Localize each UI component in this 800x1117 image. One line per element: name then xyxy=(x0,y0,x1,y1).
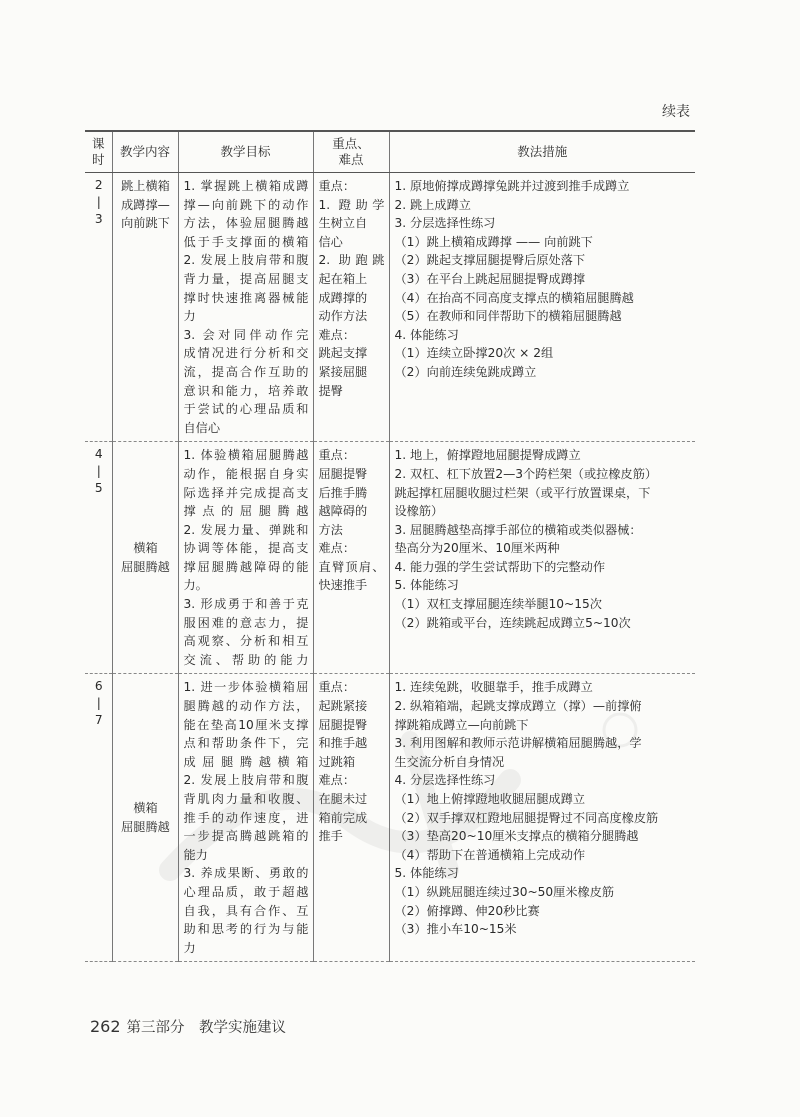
content-cell-line: 跳上横箱 xyxy=(121,179,170,193)
key-points-cell-line: 过跳箱 xyxy=(318,754,356,769)
goals-cell-line: 背力量，提高屈腿支 xyxy=(183,271,309,286)
content-cell-line: 屈腿腾越 xyxy=(121,819,170,834)
methods-cell-line: 1. 原地俯撑成蹲撑兔跳并过渡到推手成蹲立 xyxy=(394,179,630,193)
content-cell-line: 向前跳下 xyxy=(121,216,170,231)
header-methods: 教法措施 xyxy=(389,131,695,173)
table-row xyxy=(85,173,695,442)
continued-label: 续表 xyxy=(662,104,690,120)
goals-cell-line: 背肌肉力量和收腹、 xyxy=(183,792,309,806)
key-points-cell-line: 成蹲撑的 xyxy=(318,290,368,305)
methods-cell-line: （2）跳箱或平台，连续跳起成蹲立5~10次 xyxy=(394,615,631,630)
key-points-cell-line: 方法 xyxy=(318,522,343,537)
goals-cell-line: 力 xyxy=(183,309,196,324)
methods-cell-line: （3）在平台上跳起屈腿提臀成蹲撑 xyxy=(394,271,586,286)
goals-cell-line: 腿腾越的动作方法， xyxy=(183,699,309,714)
methods-cell-line: 4. 分层选择性练习 xyxy=(394,773,496,788)
methods-cell-line: （1）跳上横箱成蹲撑 —— 向前跳下 xyxy=(394,234,593,249)
methods-cell-line: 1. 连续兔跳，收腿靠手，推手成蹲立 xyxy=(394,680,593,695)
methods-cell-line: （3）推小车10~15米 xyxy=(394,922,517,937)
key-points-cell-line: 信心 xyxy=(318,234,343,249)
goals-cell-line: 高观察、分析和相互 xyxy=(183,634,309,649)
goals-cell xyxy=(178,173,313,442)
methods-cell-line: （5）在教师和同伴帮助下的横箱屈腿腾越 xyxy=(394,309,622,324)
key-points-cell-line: 重点： xyxy=(318,179,356,193)
key-points-cell-line: 跳起支撑 xyxy=(318,346,368,361)
goals-cell-line: 自信心 xyxy=(183,420,221,435)
footer-section-title: 第三部分 教学实施建议 xyxy=(126,1020,287,1036)
period-cell-line: | xyxy=(96,696,101,711)
goals-cell-line: 际选择并完成提高支 xyxy=(183,485,309,500)
goals-cell xyxy=(178,442,313,674)
key-points-cell-line: 生树立自 xyxy=(318,216,368,231)
goals-cell-line: 服困难的意志力，提 xyxy=(183,615,309,630)
goals-cell-line: 交流、帮助的能力 xyxy=(183,652,309,667)
methods-cell-line: 生交流分析自身情况 xyxy=(394,754,505,769)
goals-cell-line: 一步提高腾越跳箱的 xyxy=(183,829,309,844)
period-cell-line: | xyxy=(96,195,101,209)
key-points-cell-line: 直臂顶肩、 xyxy=(318,559,385,574)
methods-cell-line: 5. 体能练习 xyxy=(394,866,459,881)
methods-cell-line: （4）在抬高不同高度支撑点的横箱屈腿腾越 xyxy=(394,290,634,305)
goals-cell-line: 3. 养成果断、勇敢的 xyxy=(183,866,309,881)
goals-cell-line: 3. 形成勇于和善于克 xyxy=(183,597,309,612)
goals-cell-line: 1. 掌握跳上横箱成蹲 xyxy=(183,179,309,193)
methods-cell-line: （1）连续立卧撑20次 × 2组 xyxy=(394,346,554,361)
key-points-cell-line: 难点： xyxy=(318,773,356,788)
period-cell-line: 3 xyxy=(94,212,103,226)
methods-cell-line: 设橡筋） xyxy=(394,504,444,519)
header-key-points: 重点、 难点 xyxy=(313,131,389,173)
goals-cell-line: 3. 会对同伴动作完 xyxy=(183,327,309,342)
content-cell xyxy=(112,173,178,442)
key-points-cell-line: 起在箱上 xyxy=(318,271,368,286)
key-points-cell-line: 在腿未过 xyxy=(318,792,368,806)
methods-cell-line: （3）垫高20~10厘米支撑点的横箱分腿腾越 xyxy=(394,829,639,844)
goals-cell-line: 推手的动作速度，进 xyxy=(183,810,309,825)
goals-cell-line: 能力 xyxy=(183,847,208,862)
content-cell xyxy=(112,442,178,674)
goals-cell-line: 撑—向前跳下的动作 xyxy=(183,197,309,212)
methods-cell-line: 4. 体能练习 xyxy=(394,327,459,342)
period-cell-line: 4 xyxy=(94,447,103,462)
period-cell xyxy=(85,674,112,962)
content-cell-line: 横箱 xyxy=(133,801,158,816)
teaching-plan-table xyxy=(85,130,695,962)
goals-cell xyxy=(178,674,313,962)
header-goals: 教学目标 xyxy=(178,131,313,173)
methods-cell-line: 撑跳箱成蹲立—向前跳下 xyxy=(394,717,529,732)
key-points-cell-line: 推手 xyxy=(318,829,343,844)
goals-cell-line: 意识和能力，培养敢 xyxy=(183,383,309,398)
methods-cell-line: （4）帮助下在普通横箱上完成动作 xyxy=(394,847,586,862)
methods-cell xyxy=(389,442,695,674)
period-cell-line: 5 xyxy=(94,481,103,496)
goals-cell-line: 助和思考的行为与能 xyxy=(183,922,309,937)
key-points-cell-line: 重点： xyxy=(318,680,356,695)
period-cell-line: | xyxy=(96,464,101,479)
goals-cell-line: 2. 发展上肢肩带和腹 xyxy=(183,253,309,268)
key-points-cell-line: 起跳紧接 xyxy=(318,699,368,714)
goals-cell-line: 点和帮助条件下，完 xyxy=(183,736,309,751)
period-cell-line: 2 xyxy=(94,178,103,192)
goals-cell-line: 于尝试的心理品质和 xyxy=(183,402,309,417)
key-points-cell-line: 屈腿提臀 xyxy=(318,466,368,481)
methods-cell-line: 3. 利用图解和教师示范讲解横箱屈腿腾越，学 xyxy=(394,736,642,751)
goals-cell-line: 力。 xyxy=(183,578,208,593)
content-cell xyxy=(112,674,178,962)
goals-cell-line: 心理品质，敢于超越 xyxy=(183,884,309,899)
period-cell xyxy=(85,442,112,674)
methods-cell-line: 2. 跳上成蹲立 xyxy=(394,197,471,212)
methods-cell-line: 4. 能力强的学生尝试帮助下的完整动作 xyxy=(394,559,606,574)
methods-cell-line: 2. 双杠、杠下放置2—3个跨栏架（或拉橡皮筋） xyxy=(394,466,658,481)
key-points-cell-line: 和推手越 xyxy=(318,736,368,751)
methods-cell-line: （1）纵跳屈腿连续过30~50厘米橡皮筋 xyxy=(394,884,615,899)
key-points-cell-line: 越障碍的 xyxy=(318,504,368,519)
key-points-cell-line: 难点： xyxy=(318,541,356,556)
goals-cell-line: 撑屈腿腾越障碍的能 xyxy=(183,559,309,574)
methods-cell xyxy=(389,173,695,442)
period-cell-line: 7 xyxy=(94,713,103,728)
key-points-cell-line: 快速推手 xyxy=(318,578,368,593)
goals-cell-line: 协调等体能，提高支 xyxy=(183,541,309,556)
methods-cell-line: 垫高分为20厘米、10厘米两种 xyxy=(394,541,560,556)
goals-cell-line: 2. 发展上肢肩带和腹 xyxy=(183,773,309,788)
goals-cell-line: 流，提高合作互助的 xyxy=(183,364,309,379)
goals-cell-line: 力 xyxy=(183,940,196,955)
goals-cell-line: 撑时快速推离器械能 xyxy=(183,290,309,305)
key-points-cell-line: 动作方法 xyxy=(318,309,368,324)
methods-cell-line: （1）双杠支撑屈腿连续举腿10~15次 xyxy=(394,597,602,612)
page-number: 262 xyxy=(90,1017,121,1036)
header-content: 教学内容 xyxy=(112,131,178,173)
goals-cell-line: 1. 进一步体验横箱屈 xyxy=(183,680,309,695)
header-period: 课 时 xyxy=(85,131,112,173)
key-points-cell-line: 2. 助跑跳 xyxy=(318,253,385,268)
goals-cell-line: 成屈腿腾越横箱 xyxy=(183,754,309,769)
goals-cell-line: 自我，具有合作、互 xyxy=(183,903,309,918)
methods-cell xyxy=(389,674,695,962)
key-points-cell-line: 重点： xyxy=(318,448,356,463)
methods-cell-line: 2. 纵箱箱端，起跳支撑成蹲立（撑）—前撑俯 xyxy=(394,699,642,714)
methods-cell-line: 5. 体能练习 xyxy=(394,578,459,593)
methods-cell-line: 3. 屈腿腾越垫高撑手部位的横箱或类似器械： xyxy=(394,522,642,537)
table-header-row xyxy=(85,131,695,173)
content-cell-line: 屈腿腾越 xyxy=(121,559,170,574)
methods-cell-line: （1）地上俯撑蹬地收腿屈腿成蹲立 xyxy=(394,792,586,806)
goals-cell-line: 1. 体验横箱屈腿腾越 xyxy=(183,448,309,463)
goals-cell-line: 动作，能根据自身实 xyxy=(183,466,309,481)
key-points-cell-line: 难点： xyxy=(318,327,356,342)
methods-cell-line: （2）双手撑双杠蹬地屈腿提臀过不同高度橡皮筋 xyxy=(394,810,659,825)
key-points-cell-line: 后推手腾 xyxy=(318,485,368,500)
methods-cell-line: （2）跳起支撑屈腿提臀后原处落下 xyxy=(394,253,586,268)
goals-cell-line: 2. 发展力量、弹跳和 xyxy=(183,522,309,537)
goals-cell-line: 撑点的屈腿腾越 xyxy=(183,504,309,519)
key-points-cell-line: 1. 蹬助学 xyxy=(318,197,385,212)
goals-cell-line: 方法，体验屈腿腾越 xyxy=(183,216,309,231)
key-points-cell xyxy=(313,442,389,674)
page-footer xyxy=(90,1016,286,1037)
key-points-cell-line: 箱前完成 xyxy=(318,810,368,825)
content-cell-line: 成蹲撑— xyxy=(121,197,170,212)
methods-cell-line: （2）向前连续兔跳成蹲立 xyxy=(394,364,537,379)
content-cell-line: 横箱 xyxy=(133,541,158,556)
key-points-cell-line: 提臀 xyxy=(318,383,343,398)
key-points-cell xyxy=(313,173,389,442)
key-points-cell-line: 紧接屈腿 xyxy=(318,364,368,379)
methods-cell-line: 跳起撑杠屈腿收腿过栏架（或平行放置课桌，下 xyxy=(394,485,651,500)
methods-cell-line: 1. 地上，俯撑蹬地屈腿提臀成蹲立 xyxy=(394,448,581,463)
period-cell-line: 6 xyxy=(94,679,103,694)
goals-cell-line: 低于手支撑面的横箱 xyxy=(183,234,309,249)
table-row xyxy=(85,674,695,962)
goals-cell-line: 成情况进行分析和交 xyxy=(183,346,309,361)
key-points-cell-line: 屈腿提臀 xyxy=(318,717,368,732)
key-points-cell xyxy=(313,674,389,962)
table-row xyxy=(85,442,695,674)
methods-cell-line: （2）俯撑蹲、伸20秒比赛 xyxy=(394,903,540,918)
period-cell xyxy=(85,173,112,442)
methods-cell-line: 3. 分层选择性练习 xyxy=(394,216,496,231)
goals-cell-line: 能在垫高10厘米支撑 xyxy=(183,717,309,732)
